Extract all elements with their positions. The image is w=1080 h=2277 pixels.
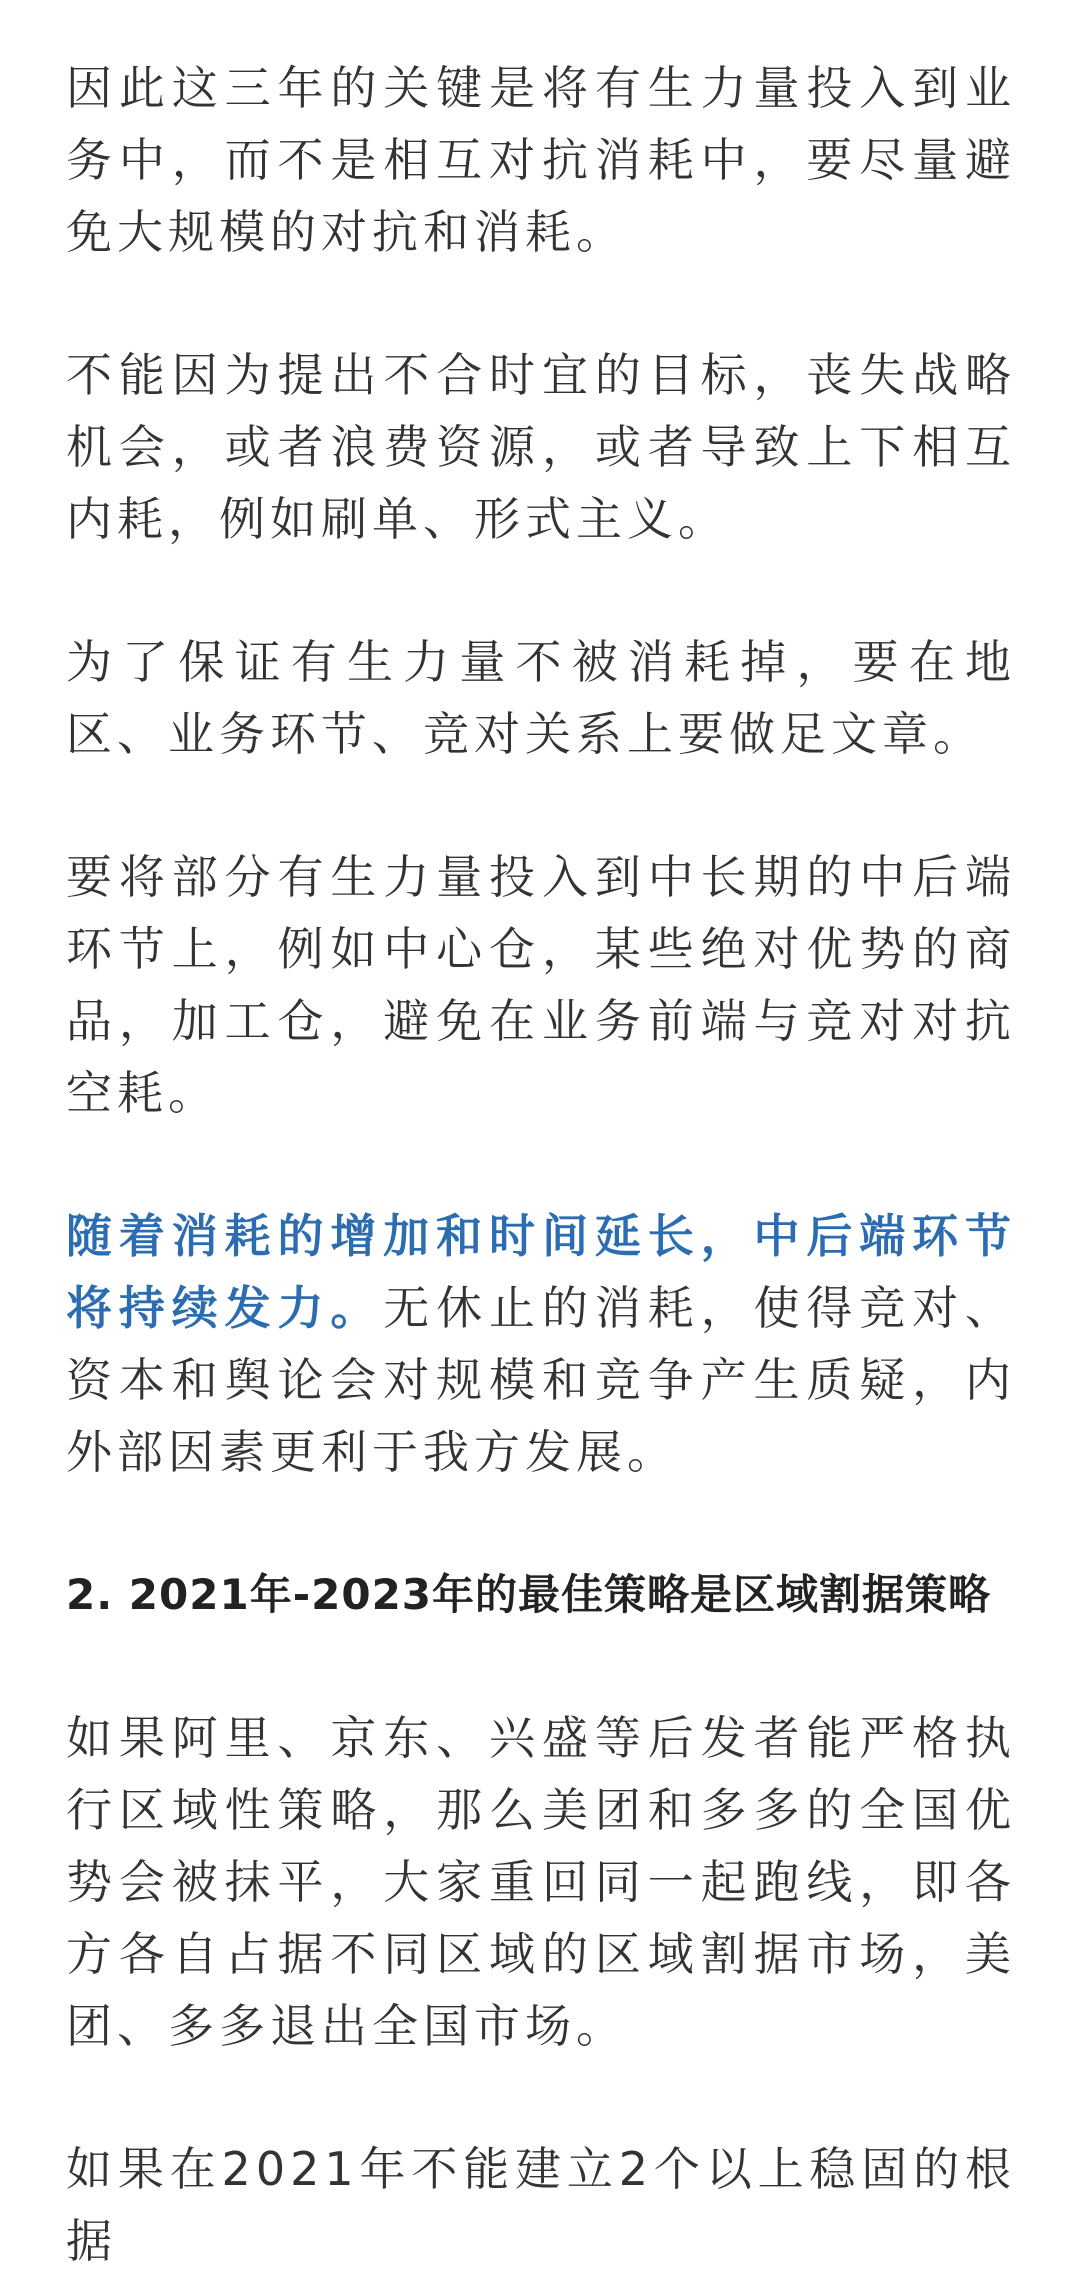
paragraph-5-text: 无休止的消耗，使得竞对、资本和舆论会对规模和竞争产生质疑，内外部因素更利于我方发展。 [66,1281,1017,1479]
highlighted-sentence: 随着消耗的增加和时间延长，中后端环节将持续发力。 [66,1209,1016,1335]
paragraph-7-partial: 如果在2021年不能建立2个以上稳固的根据 [66,2142,1016,2268]
paragraph-4: 要将部分有生力量投入到中长期的中后端环节上，例如中心仓，某些绝对优势的商品，加工仓，避免在业务前端与竞对对抗空耗。 [66,850,1016,1120]
article-body [66,52,1016,2277]
paragraph-2: 不能因为提出不合时宜的目标，丧失战略机会，或者浪费资源，或者导致上下相互内耗，例如刷单、形式主义。 [66,348,1016,546]
paragraph-1: 因此这三年的关键是将有生力量投入到业务中，而不是相互对抗消耗中，要尽量避免大规模的对抗和消耗。 [66,61,1016,259]
paragraph-6: 如果阿里、京东、兴盛等后发者能严格执行区域性策略，那么美团和多多的全国优势会被抹平，大家重回同一起跑线，即各方各自占据不同区域的区域割据市场，美团、多多退出全国市场。 [66,1711,1016,2053]
paragraph-3: 为了保证有生力量不被消耗掉，要在地区、业务环节、竞对关系上要做足文章。 [66,635,1016,761]
paragraph-5 [66,1200,1016,1488]
section-heading: 2. 2021年-2023年的最佳策略是区域割据策略 [66,1570,992,1619]
